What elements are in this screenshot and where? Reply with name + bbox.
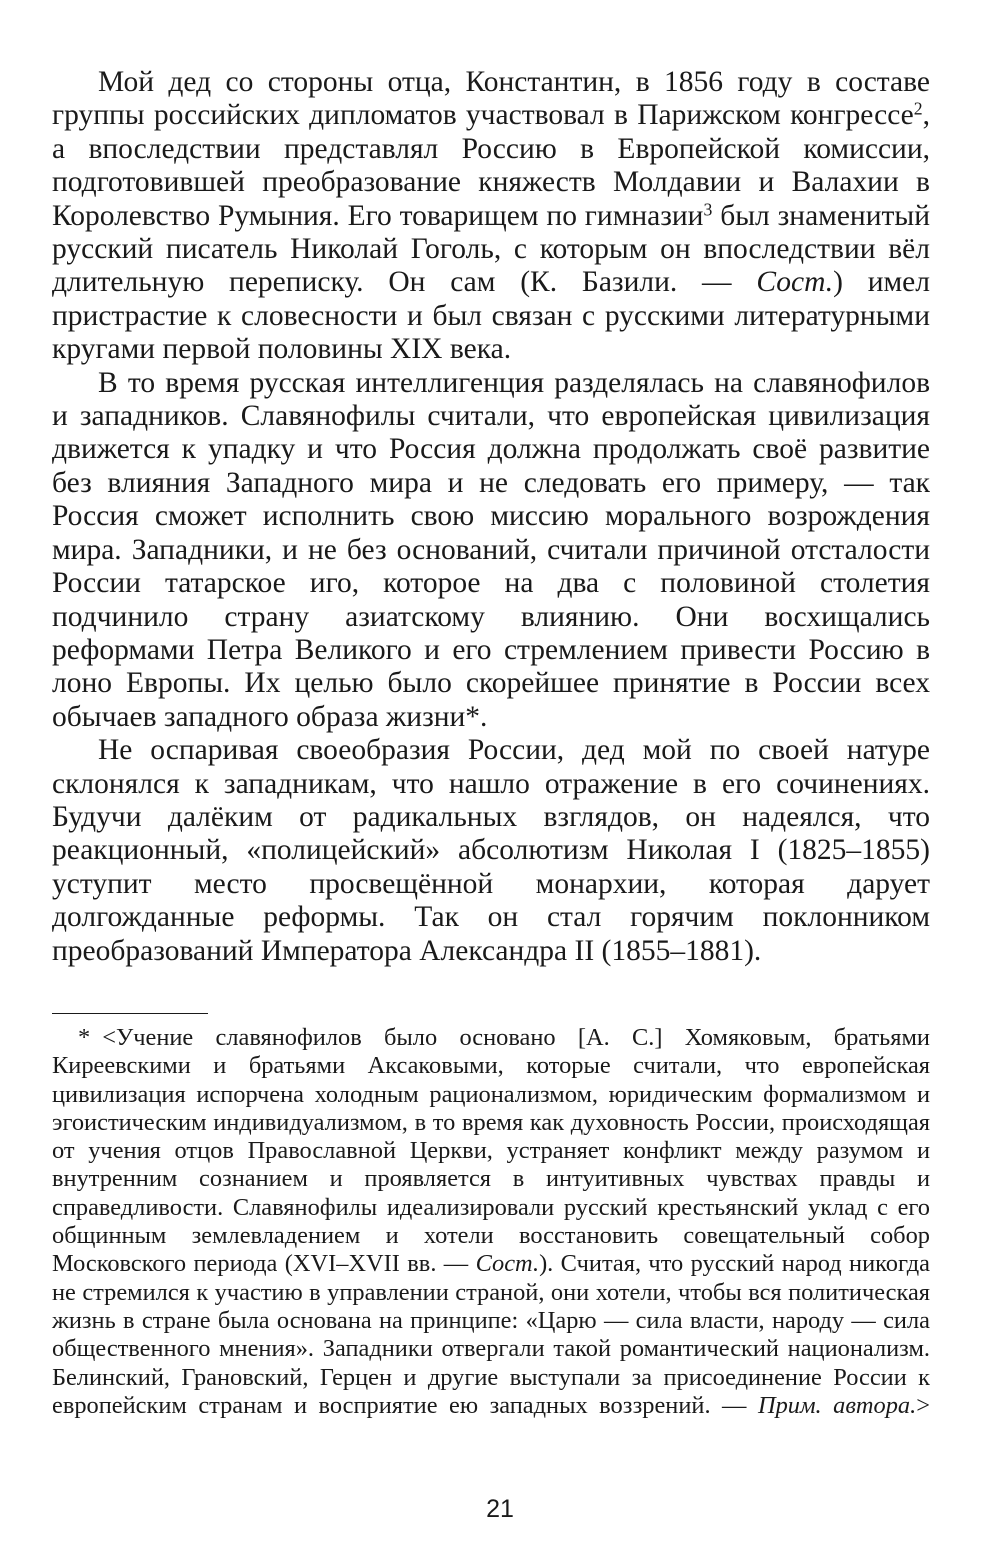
main-text [52, 66, 930, 968]
footnote-editor-note: Сост. [475, 1250, 540, 1278]
paragraph-3: Не оспаривая своеобразия России, дед мой по своей натуре склонялся к западникам, что нашло отражение в его сочинениях. Будучи далёким от радикальных взглядов, он надеялся, что реакционный, «полицейский» абсолютизм Николая I (1825–1855) уступит место просвещённой монархии, которая дарует долгожданные реформы. Так он стал горячим поклонником преобразований Императора Александра II (1855–1881). [52, 734, 930, 967]
footnote-ref-2: 2 [913, 98, 923, 119]
paragraph-2: В то время русская интеллигенция разделялась на славянофилов и западников. Славянофилы считали, что европейская цивилизация движется к упадку и что Россия должна продолжать своё развитие без влияния Западного мира и не следовать его примеру, — так Россия сможет исполнить свою миссию морального возрождения мира. Западники, и не без оснований, считали причиной отсталости России татарское иго, которое на два с половиной столетия подчинило страну азиатскому влиянию. Они восхищались реформами Петра Великого и его стремлением привести Россию в лоно Европы. Их целью было скорейшее принятие в России всех обычаев западного образа жизни*. [52, 366, 930, 733]
footnote-ref-3: 3 [703, 198, 713, 219]
footnote-separator [52, 1013, 208, 1014]
footnote-text-a: <Учение славянофилов было основано [А. С.] Хомяковым, братьями Киреевскими и братьями Аксаковыми, которые считали, что европейская цивилизация испорчена холодным рационализмом, юридическим формализмом и эгоистическим индивидуализмом, в то время как духовность России, происходящая от учения отцов Православной Церкви, устраняет конфликт между разумом и внутренним сознанием и проявляется в интуитивных чувствах правды и справедливости. Славянофилы идеализировали русский крестьянский уклад с его общинным землевладением и хотели восстановить совещательный собор Московского периода (XVI–XVII вв. — [52, 1024, 930, 1278]
paragraph-1-text-d: ) имел пристрастие к словесности и был связан с русскими литературными кругами первой половины XIX века. [52, 266, 930, 366]
footnote-text-b: ). Считая, что русский народ никогда не стремился к участию в управлении страной, они хотели, чтобы вся политическая жизнь в стране была основана на принципе: «Царю — сила власти, народу — сила общественного мнения». Западники отвергали такой романтический национализм. Белинский, Грановский, Герцен и другие выступали за присоединение России к европейским странам и восприятие ею западных воззрений. — [52, 1250, 930, 1419]
paragraph-1-text-b: , а впоследствии представлял Россию в Европейской комиссии, подготовившей преобразование княжеств Молдавии и Валахии в Королевство Румыния. Его товарищем по гимназии [52, 99, 930, 232]
footnote-marker: * [78, 1024, 91, 1051]
paragraph-1 [52, 66, 930, 367]
footnote [52, 1024, 930, 1420]
paragraph-1-text-a: Мой дед со стороны отца, Константин, в 1856 году в составе группы российских дипломатов участвовал в Парижском конгрессе [52, 66, 930, 132]
footnote-author-note: Прим. автора. [757, 1391, 917, 1419]
page-number: 21 [486, 1495, 514, 1523]
editor-note: Сост. [756, 266, 834, 299]
paragraph-1-text-c: был знаменитый русский писатель Николай Гоголь, с которым он впоследствии вёл длительную переписку. Он сам (К. Базили. — [52, 199, 930, 299]
footnote-text-c: > [916, 1391, 930, 1419]
footnote-paragraph [52, 1024, 930, 1420]
